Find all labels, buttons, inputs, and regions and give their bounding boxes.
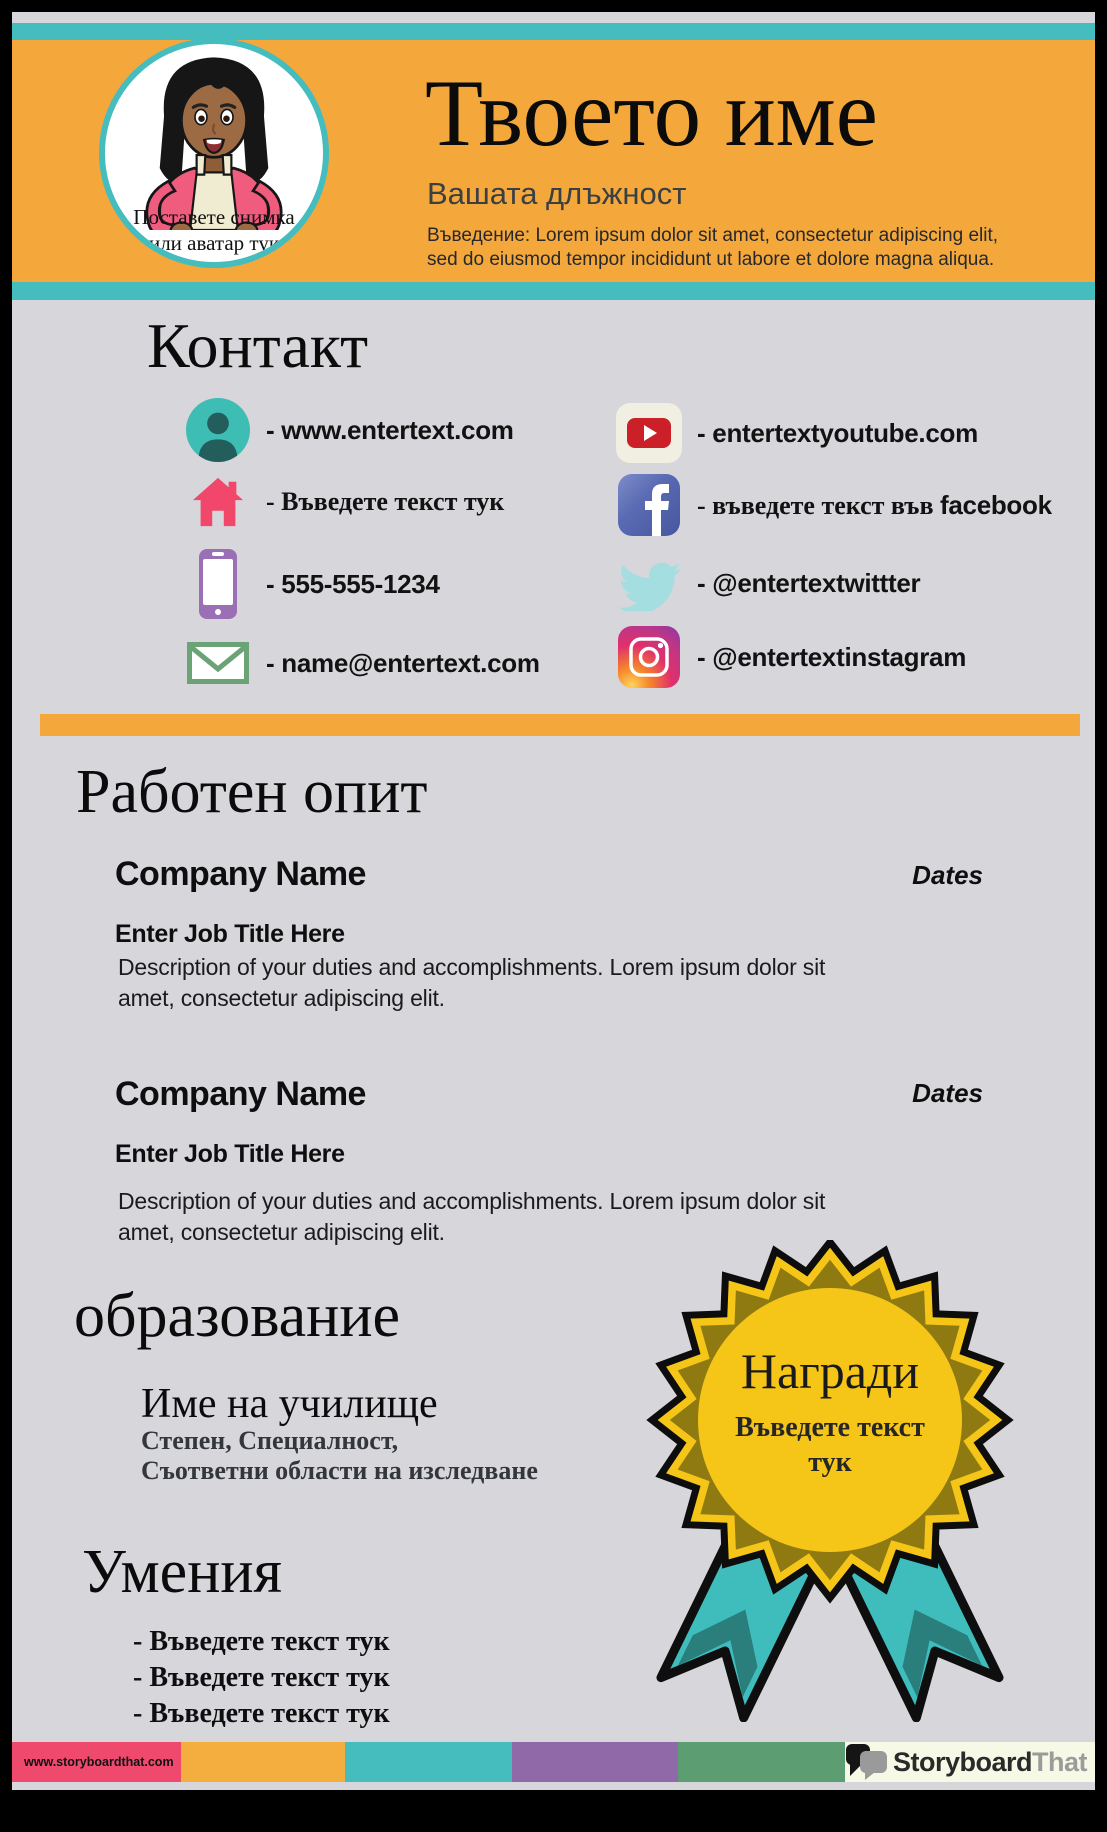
top-teal-strip [12,23,1095,40]
skill-item: - Въведете текст тук [133,1662,390,1693]
footer [12,1742,1095,1782]
contact-text: - 555-555-1234 [266,568,440,599]
footer-color-strip-orange [181,1742,346,1782]
job-title: Enter Job Title Here [115,920,345,948]
email-icon [184,642,252,684]
footer-logo-area [845,1742,1095,1782]
skill-item: - Въведете текст тук [133,1626,390,1657]
skills-heading: Умения [82,1538,283,1606]
footer-url: www.storyboardthat.com [24,1755,174,1769]
youtube-icon [615,403,683,463]
awards-text: Въведете текст тук [735,1412,925,1478]
intro-label: Въведение: [427,225,531,246]
header-bottom-teal-strip [12,282,1095,300]
avatar [99,38,329,268]
contact-row-address [184,473,504,531]
brand-text: StoryboardThat [892,1746,1087,1777]
contact-heading: Контакт [147,310,369,381]
facebook-icon [615,474,683,536]
home-icon [184,475,252,529]
storyboardthat-logo [845,1743,1087,1781]
contact-row-email [184,641,540,685]
degree-lines [141,1426,538,1486]
company-name: Company Name [115,1075,366,1113]
person-icon [184,398,252,462]
footer-color-strip-pink [12,1742,181,1782]
awards-heading: Награди [740,1343,920,1399]
skills-list [133,1624,390,1732]
contact-row-phone [184,547,440,621]
page-body [12,12,1095,1790]
footer-color-strip-purple [512,1742,679,1782]
footer-color-strip-green [678,1742,845,1782]
contact-text: - name@entertext.com [266,647,540,678]
orange-divider-bar [40,714,1080,736]
contact-row-website [184,398,514,462]
award-rosette-icon [640,1240,1020,1722]
job-title: Enter Job Title Here [115,1140,345,1168]
job-description: Description of your duties and accomplishments. Lorem ipsum dolor sit amet, consectetur adipiscing elit. [118,1188,826,1245]
page-title: Твоето име [425,60,878,166]
avatar-image [105,40,323,230]
twitter-icon [615,555,683,611]
company-name: Company Name [115,855,366,893]
phone-icon [184,549,252,619]
contact-text: - въведете текст във facebook [697,489,1052,520]
degree-line: Съответни области на изследване [141,1456,538,1485]
skill-item: - Въведете текст тук [133,1698,390,1729]
speech-bubbles-icon [845,1743,889,1781]
contact-row-youtube [615,401,978,465]
job-dates: Dates [912,1078,983,1108]
awards-badge [640,1240,1020,1722]
job-subtitle: Вашата длъжност [427,176,687,211]
contact-row-instagram [615,625,966,689]
intro-body: Lorem ipsum dolor sit amet, consectetur adipiscing elit, sed do eiusmod tempor incididunt ut labore et dolore magna aliqua. [427,225,999,270]
contact-text: - @entertextinstagram [697,641,967,672]
school-name: Име на училище [141,1381,438,1427]
job-dates: Dates [912,860,983,890]
education-heading: образование [74,1282,401,1350]
job-description: Description of your duties and accomplishments. Lorem ipsum dolor sit amet, consectetur adipiscing elit. [118,954,826,1011]
contact-row-facebook [615,471,1052,539]
footer-color-strip-teal [345,1742,512,1782]
contact-row-twitter [615,551,920,615]
contact-text: - www.entertext.com [266,414,514,445]
instagram-icon [615,626,683,688]
degree-line: Степен, Специалност, [141,1426,399,1455]
contact-text: - entertextyoutube.com [697,417,978,448]
avatar-caption: Поставете снимка или аватар тук [133,205,295,255]
experience-heading: Работен опит [76,758,428,826]
contact-text: - Въведете текст тук [266,487,505,516]
intro-text [427,224,1012,272]
contact-text: - @entertextwittter [697,567,921,598]
